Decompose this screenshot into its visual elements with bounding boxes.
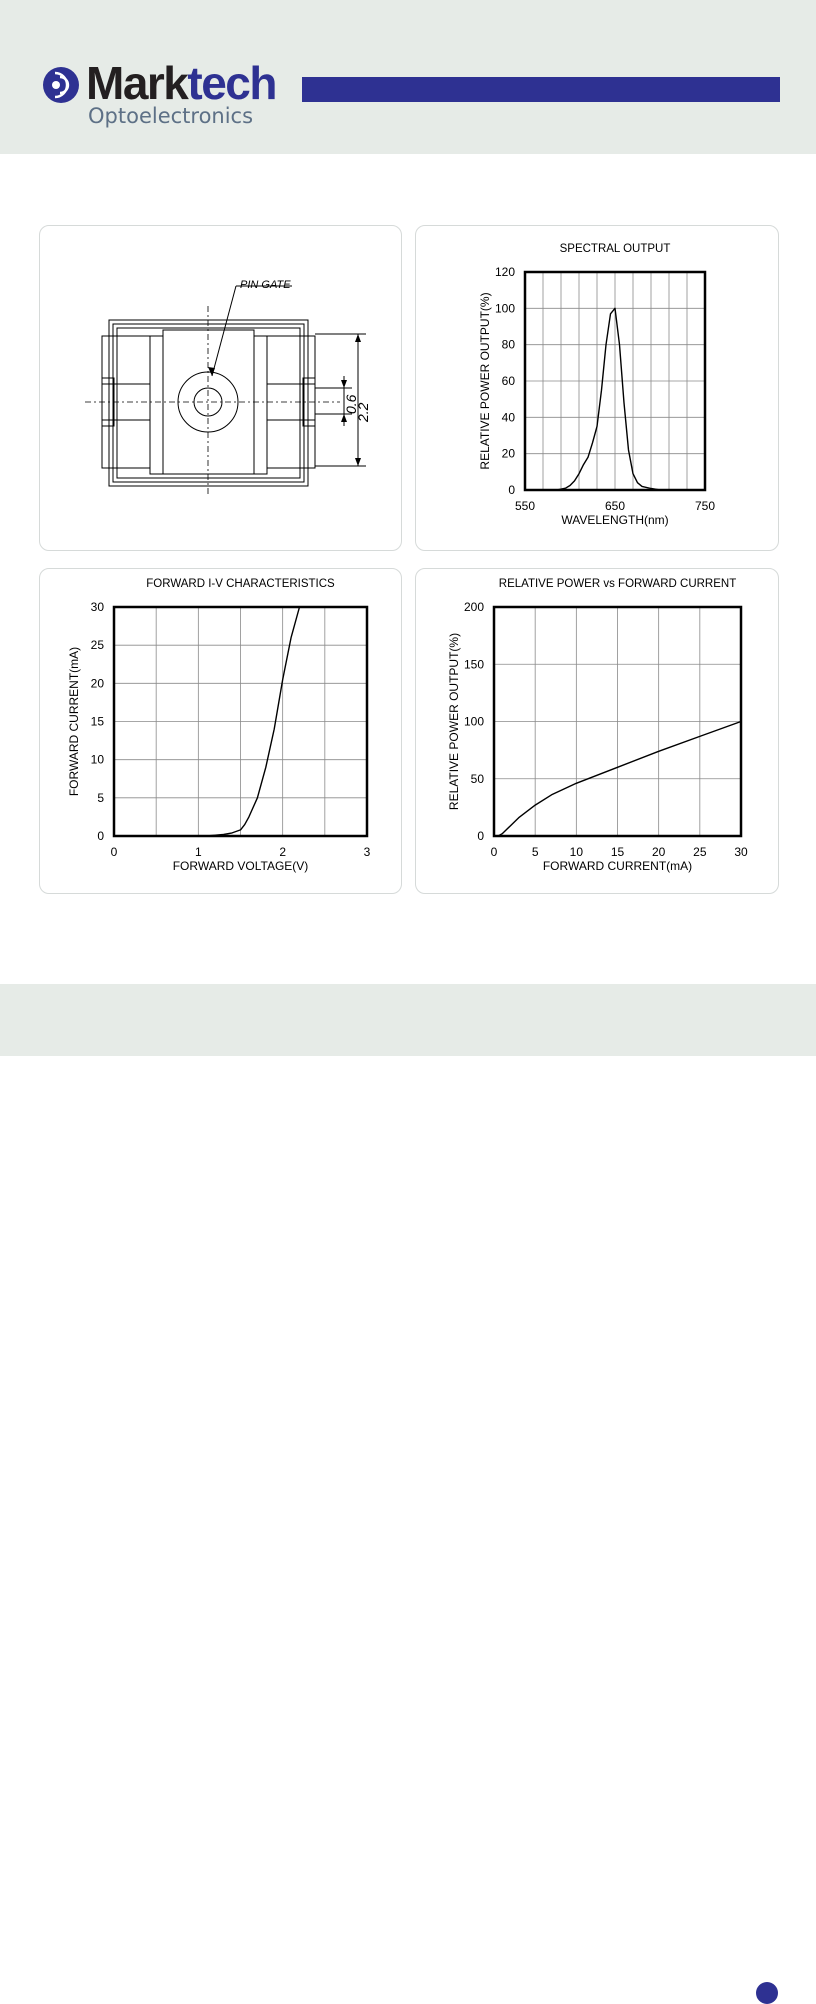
spectral-output-chart <box>416 226 778 550</box>
y-tick-label: 60 <box>501 374 515 388</box>
x-tick-label: 550 <box>514 499 536 513</box>
header-band <box>0 0 816 154</box>
y-tick-label: 150 <box>463 657 484 672</box>
y-axis-label: FORWARD CURRENT(mA) <box>67 646 81 797</box>
forward-iv-panel <box>39 568 402 894</box>
series-line <box>557 308 661 490</box>
x-tick-label: 10 <box>569 845 584 859</box>
dimension-outer: 2.2 <box>355 402 371 422</box>
x-axis-label: FORWARD VOLTAGE(V) <box>172 859 309 873</box>
y-tick-label: 120 <box>494 265 515 279</box>
x-tick-label: 5 <box>531 845 539 859</box>
chart-title: SPECTRAL OUTPUT <box>559 243 671 255</box>
header-accent-bar <box>302 77 780 102</box>
y-tick-label: 50 <box>470 771 484 786</box>
dimension-inner: 0.6 <box>343 394 359 414</box>
brand-subtitle: Optoelectronics <box>88 104 254 128</box>
x-tick-label: 15 <box>610 845 625 859</box>
page-marker-dot <box>756 1982 778 2004</box>
y-tick-label: 80 <box>501 337 515 352</box>
spectral-output-panel <box>415 225 779 551</box>
y-tick-label: 200 <box>463 600 484 614</box>
y-axis-label: RELATIVE POWER OUTPUT(%) <box>447 632 461 811</box>
y-tick-label: 100 <box>463 714 484 729</box>
x-tick-label: 2 <box>279 845 287 859</box>
y-tick-label: 20 <box>90 676 104 691</box>
relative-power-panel <box>415 568 779 894</box>
y-tick-label: 5 <box>97 790 104 805</box>
y-tick-label: 10 <box>90 752 104 767</box>
footer-band <box>0 984 816 1056</box>
chart-title: FORWARD I-V CHARACTERISTICS <box>146 578 335 590</box>
marktech-logo-icon <box>42 66 80 104</box>
y-tick-label: 0 <box>477 829 484 843</box>
x-tick-label: 650 <box>604 499 626 513</box>
x-axis-label: WAVELENGTH(nm) <box>561 513 669 527</box>
brand-name-part1: Mark <box>86 57 188 109</box>
x-axis-label: FORWARD CURRENT(mA) <box>542 859 693 873</box>
x-tick-label: 750 <box>694 499 716 513</box>
x-tick-label: 25 <box>693 845 707 859</box>
x-tick-label: 3 <box>363 845 371 859</box>
y-tick-label: 0 <box>97 829 104 843</box>
y-tick-label: 100 <box>494 301 515 316</box>
package-drawing-panel <box>39 225 402 551</box>
pin-gate-label: PIN GATE <box>240 279 291 291</box>
y-tick-label: 25 <box>90 638 104 653</box>
y-tick-label: 20 <box>501 446 515 461</box>
brand-name <box>86 57 276 109</box>
package-drawing <box>40 226 401 550</box>
y-axis-label: RELATIVE POWER OUTPUT(%) <box>478 292 492 470</box>
x-tick-label: 0 <box>490 845 498 859</box>
relative-power-chart <box>416 569 778 893</box>
forward-iv-chart <box>40 569 401 893</box>
x-tick-label: 30 <box>734 845 748 859</box>
y-tick-label: 30 <box>90 600 104 614</box>
x-tick-label: 20 <box>651 845 666 859</box>
y-tick-label: 40 <box>501 410 515 425</box>
y-tick-label: 15 <box>90 714 104 729</box>
y-tick-label: 0 <box>508 483 515 497</box>
brand-name-part2: tech <box>187 57 276 109</box>
x-tick-label: 1 <box>194 845 202 859</box>
x-tick-label: 0 <box>110 845 118 859</box>
chart-title: RELATIVE POWER vs FORWARD CURRENT <box>498 578 737 590</box>
